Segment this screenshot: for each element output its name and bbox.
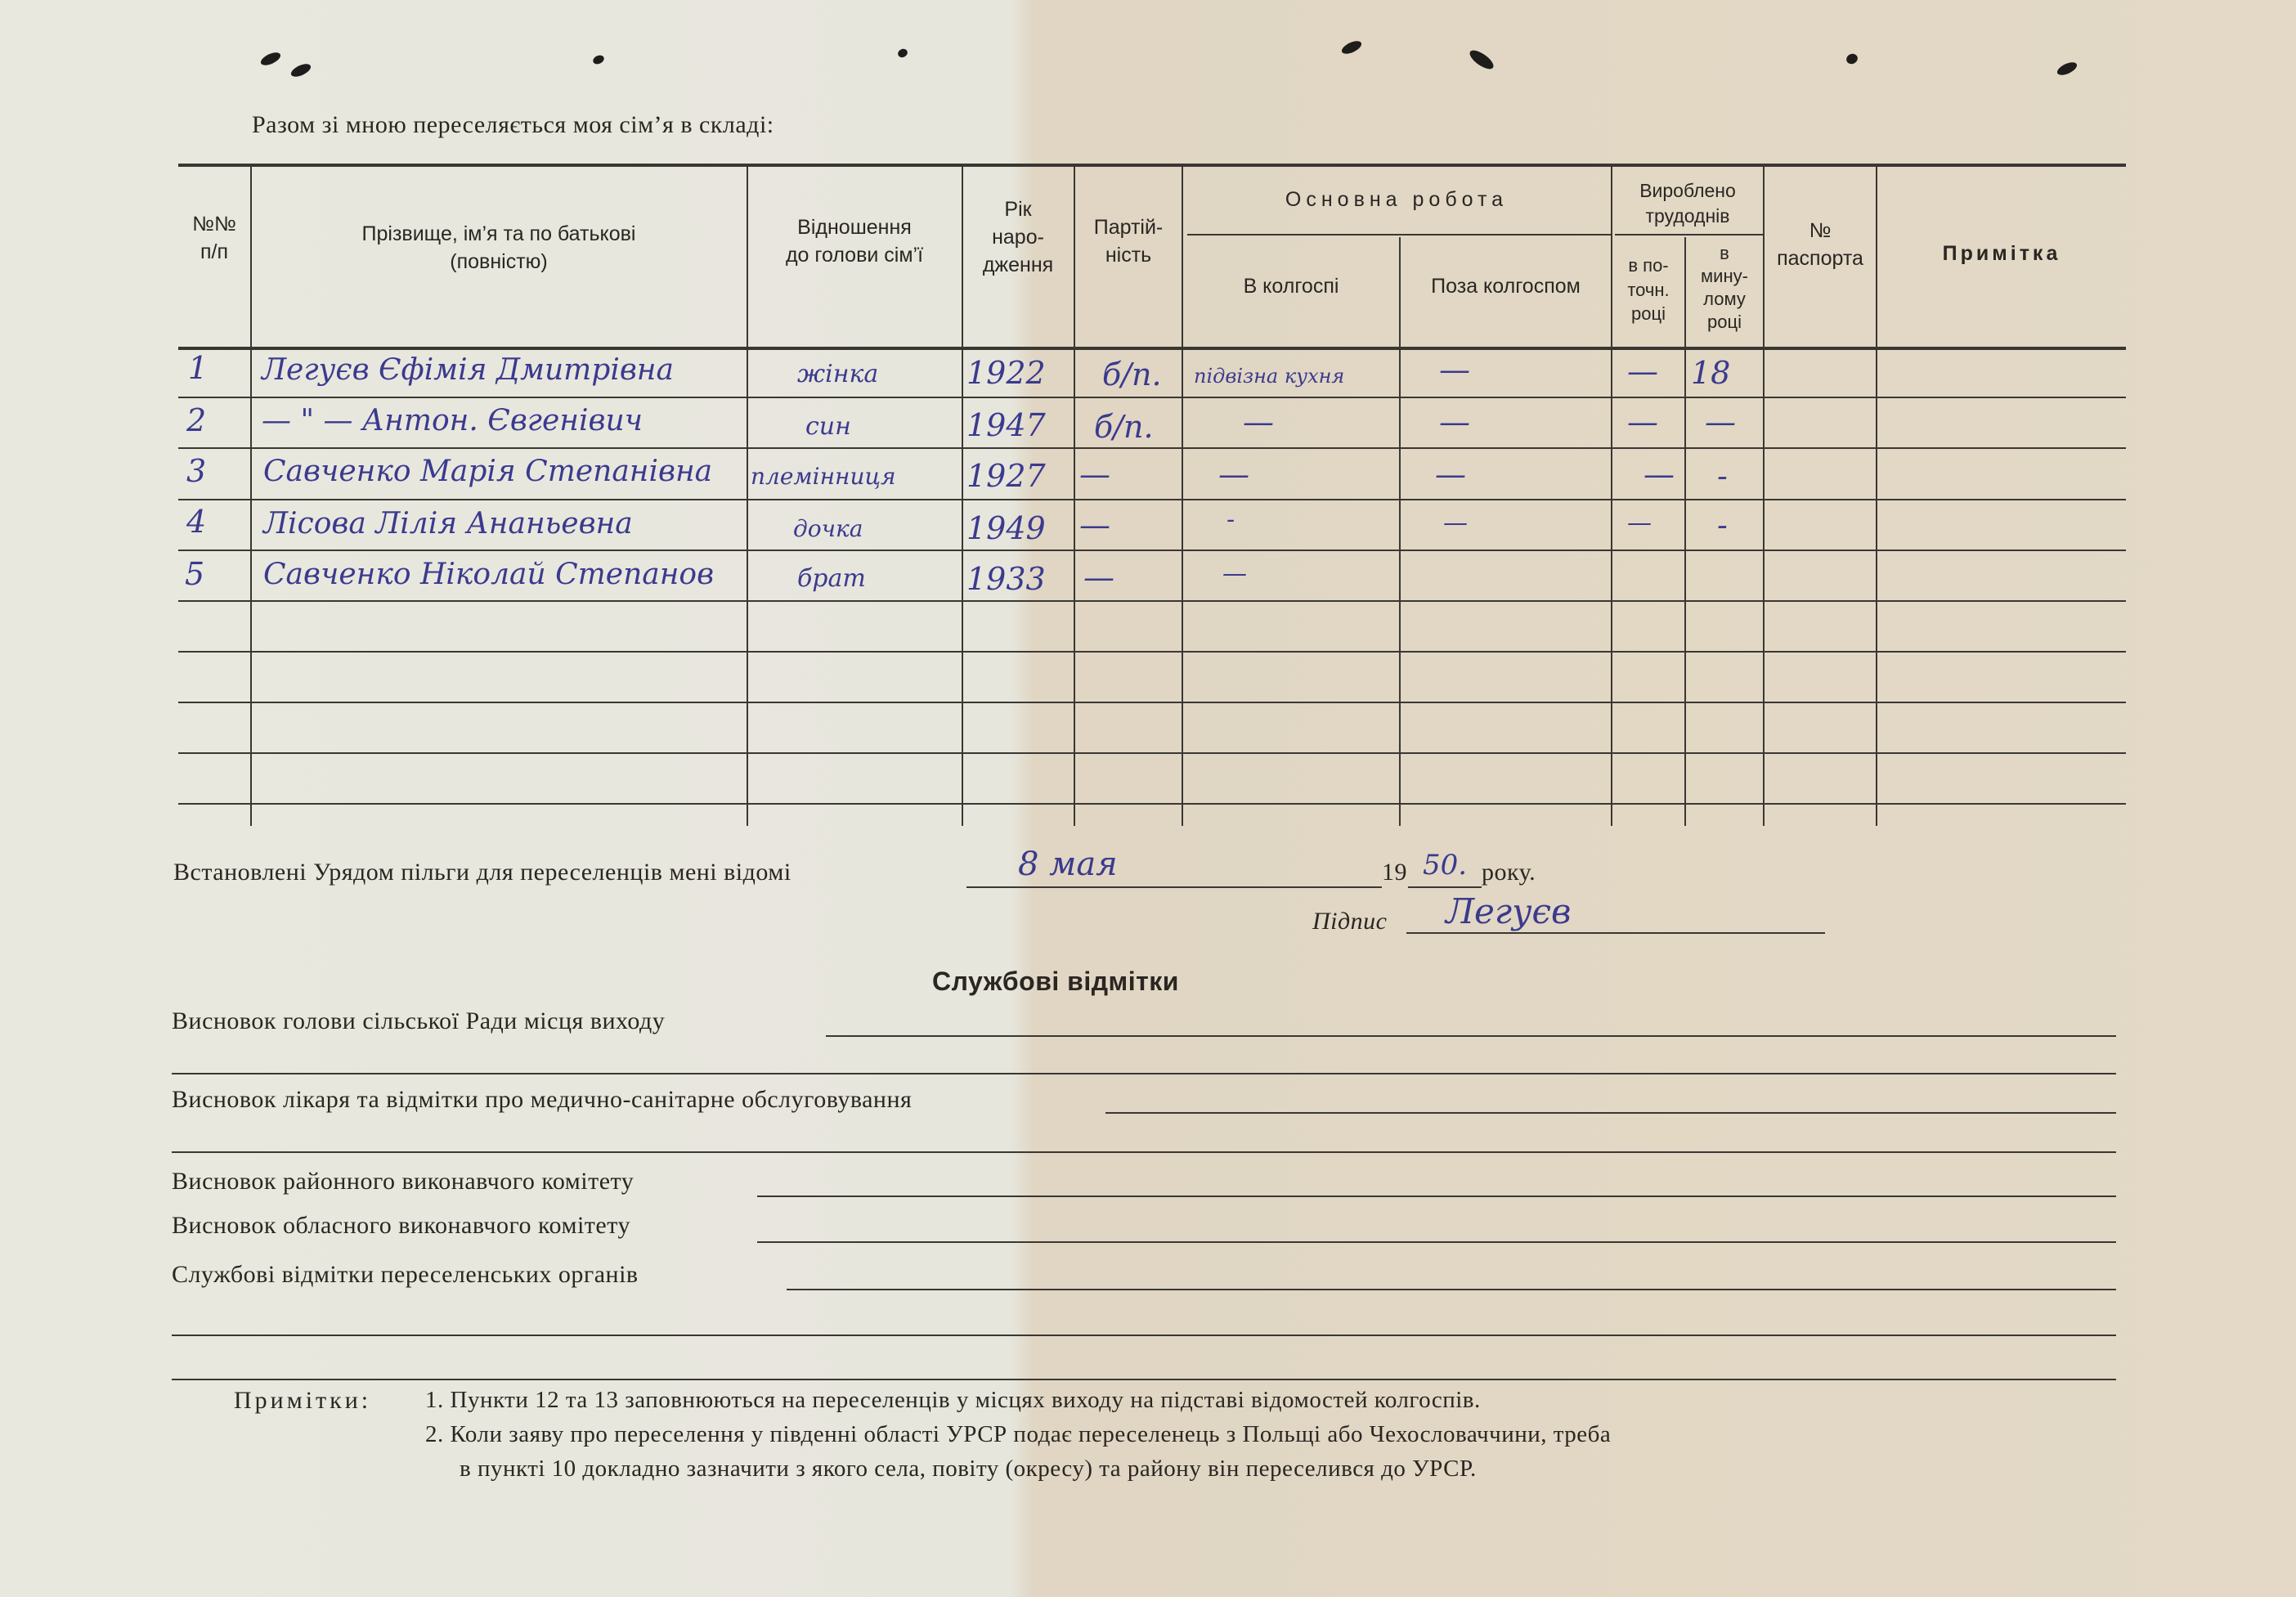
benefits-year-prefix: 19 [1382,859,1407,886]
header-outside-kolkhoz: Поза колгоспом [1431,275,1581,298]
row-party: — [1079,456,1110,492]
header-relation: Відношення до голови сім’ї [785,216,924,267]
speck-mark [896,47,908,59]
row-last: - [1717,507,1728,543]
row-line [178,600,2126,602]
benefits-date-line [966,886,1382,888]
speck-mark [2056,60,2079,78]
speck-mark [1340,38,1364,56]
row-current: — [1627,353,1658,389]
row-line [178,397,2126,398]
speck-mark [1845,52,1859,66]
row-relation: син [805,412,851,441]
service-title: Службові відмітки [932,967,1179,996]
benefits-label: Встановлені Урядом пільги для переселенців мені відомі [173,859,791,886]
speck-mark [1467,47,1496,73]
service-fill-line [172,1073,2116,1074]
row-in-kolkhoz: — [1243,404,1274,440]
row-party: б/п. [1094,409,1154,445]
row-num: 2 [186,402,207,438]
row-name: Савченко Марія Степанівна [263,455,713,488]
header-workdays: Вироблено трудоднів [1639,180,1736,227]
header-name: Прізвище, ім’я та по батькові (повністю) [361,222,636,273]
main-work-divider [1187,234,1612,236]
service-line-resettlement: Службові відмітки переселенських органів [172,1261,639,1288]
service-fill-line [172,1151,2116,1153]
row-name: Лісова Лілія Ананьевна [263,507,633,541]
col-divider [1182,164,1183,826]
notes-label: Примітки: [234,1387,372,1414]
header-party: Партій- ність [1093,216,1164,267]
header-num: №№ п/п [192,213,236,263]
row-year: 1933 [966,561,1046,597]
row-year: 1927 [966,458,1046,494]
row-line [178,803,2126,805]
row-line [178,499,2126,500]
row-current: — [1644,456,1675,492]
row-line [178,702,2126,703]
note-1: 1. Пункти 12 та 13 заповнюються на переселенців у місцях виходу на підставі відомостей колгоспів. [425,1387,1481,1413]
row-outside: — [1435,456,1466,492]
header-main-work: Основна робота [1285,188,1509,211]
row-year: 1949 [966,510,1046,546]
service-fill-line [172,1335,2116,1336]
table-top-border [178,164,2126,167]
service-line-doctor: Висновок лікаря та відмітки про медично-санітарне обслуговування [172,1086,913,1113]
row-in-kolkhoz: — [1218,456,1249,492]
row-relation: дочка [793,515,863,542]
row-name: Легуєв Єфімія Дмитрівна [262,353,674,387]
service-fill-line [172,1379,2116,1380]
row-last: — [1705,404,1736,440]
header-bottom-border [178,347,2126,350]
row-num: 3 [186,453,207,489]
row-line [178,651,2126,653]
row-num: 4 [186,504,207,540]
row-line [178,447,2126,449]
service-fill-line [757,1241,2116,1243]
row-current: — [1627,404,1658,440]
row-party: — [1083,559,1114,595]
row-line [178,550,2126,551]
benefits-date-value: 8 мая [1018,846,1118,883]
col-divider [1399,237,1401,826]
speck-mark [289,61,313,79]
service-fill-line [826,1035,2116,1037]
row-last: 18 [1691,355,1731,391]
row-name: Савченко Ніколай Степанов [263,558,715,591]
header-passport: № паспорта [1777,219,1863,270]
family-intro: Разом зі мною переселяється моя сім’я в складі: [252,111,774,138]
row-num: 1 [188,350,209,386]
header-last-year: в мину- лому році [1701,243,1748,333]
benefits-year-suffix: року. [1482,859,1536,886]
row-num: 5 [185,556,205,592]
row-outside: — [1439,404,1470,440]
row-relation: племінниця [751,463,896,490]
row-line [178,752,2126,754]
col-divider [250,164,252,826]
row-in-kolkhoz: підвізна кухня [1194,365,1345,388]
row-outside: — [1443,509,1468,537]
header-year: Рік наро- дження [982,198,1054,276]
benefits-year-value: 50. [1423,849,1468,881]
row-in-kolkhoz: — [1222,559,1247,588]
note-2a: 2. Коли заяву про переселення у південні області УРСР подає переселенець з Польщі або Чехословаччини, треба [425,1421,1612,1447]
benefits-year-line [1408,886,1482,888]
header-note: Примітка [1942,242,2061,265]
row-year: 1947 [966,407,1046,443]
signature-line [1406,932,1825,934]
service-fill-line [757,1196,2116,1197]
speck-mark [259,50,283,68]
row-party: — [1079,507,1110,543]
row-last: - [1717,458,1728,494]
signature-value: Легуєв [1446,891,1572,931]
service-line-village-council: Висновок голови сільської Ради місця виходу [172,1007,666,1034]
row-relation: жінка [797,360,879,388]
header-current-year: в по- точн. році [1627,255,1670,325]
note-2b: в пункті 10 докладно зазначити з якого села, повіту (окресу) та району він переселився до УРСР. [460,1456,1477,1482]
row-outside: — [1439,352,1470,388]
col-divider [747,164,748,826]
service-fill-line [1105,1112,2116,1114]
service-fill-line [787,1289,2116,1290]
speck-mark [592,54,606,66]
signature-label: Підпис [1312,908,1388,935]
header-in-kolkhoz: В колгоспі [1243,275,1339,298]
workdays-divider [1615,234,1764,236]
row-in-kolkhoz: - [1226,505,1235,534]
row-relation: брат [797,564,866,593]
row-year: 1922 [966,355,1046,391]
row-party: б/п. [1102,357,1162,393]
row-current: — [1627,509,1652,537]
service-line-regional: Висновок обласного виконавчого комітету [172,1212,630,1239]
row-name: — " — Антон. Євгенівич [262,404,644,437]
service-line-district: Висновок районного виконавчого комітету [172,1168,635,1195]
